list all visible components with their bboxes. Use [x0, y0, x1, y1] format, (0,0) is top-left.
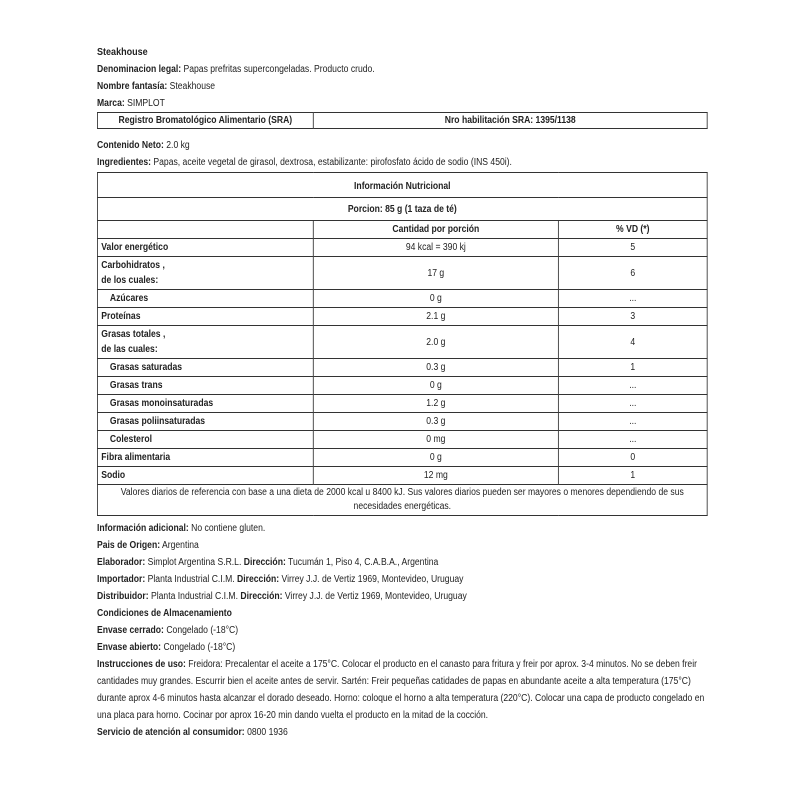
envase-abierto-line: [97, 639, 707, 656]
contenido-value: 2.0 kg: [166, 140, 190, 151]
elaborador-dir-label: Dirección:: [243, 557, 286, 568]
nutrient-name: [97, 449, 313, 467]
nutrition-row: [97, 359, 707, 377]
contenido-line: [97, 137, 707, 154]
nutrient-amount: 0.3 g: [313, 413, 558, 431]
elaborador-line: [97, 554, 707, 571]
nutrient-amount: 0 g: [313, 449, 558, 467]
marca-label: Marca:: [97, 98, 125, 109]
nutrient-amount: 1.2 g: [313, 395, 558, 413]
nutrient-vd: ...: [558, 290, 707, 308]
nutrient-vd: ...: [558, 431, 707, 449]
nutrient-name: [97, 326, 313, 359]
nutrient-vd: 1: [558, 359, 707, 377]
nutrient-vd: 5: [558, 239, 707, 257]
condiciones-heading: Condiciones de Almacenamiento: [97, 608, 232, 619]
instrucciones-label: Instrucciones de uso:: [97, 659, 186, 670]
nutrient-vd: 3: [558, 308, 707, 326]
nutrient-name: [97, 431, 313, 449]
distribuidor-line: [97, 588, 707, 605]
nutrient-name-text: Valor energético: [101, 242, 169, 253]
envase-cerrado-value: Congelado (-18°C): [166, 625, 239, 636]
envase-abierto-label: Envase abierto:: [97, 642, 162, 653]
pais-label: Pais de Origen:: [97, 540, 161, 551]
instrucciones-paragraph: [97, 656, 707, 724]
importador-label: Importador:: [97, 574, 146, 585]
distribuidor-dir-label: Dirección:: [240, 591, 283, 602]
nutrient-name-text: Sodio: [101, 470, 126, 481]
sra-registro: Registro Bromatológico Alimentario (SRA): [97, 113, 313, 129]
nutrient-vd: ...: [558, 413, 707, 431]
nutrient-amount: 2.0 g: [313, 326, 558, 359]
nutrient-amount: 94 kcal = 390 kj: [313, 239, 558, 257]
nutrient-name: [97, 308, 313, 326]
marca-value: SIMPLOT: [127, 98, 165, 109]
nutrient-name-text: Colesterol: [109, 434, 152, 445]
nutrient-name-text: Carbohidratos ,: [101, 260, 165, 271]
header-empty: [97, 221, 313, 239]
nutrition-row: [97, 326, 707, 359]
envase-cerrado-label: Envase cerrado:: [97, 625, 164, 636]
info-adicional-value: No contiene gluten.: [191, 523, 266, 534]
denominacion-label: Denominacion legal:: [97, 64, 182, 75]
nutrient-name: [97, 239, 313, 257]
nutrient-vd: 6: [558, 257, 707, 290]
nutrient-name: [97, 467, 313, 485]
nutrient-name: [97, 290, 313, 308]
nutrient-name-text: Grasas saturadas: [109, 362, 183, 373]
nutrient-amount: 0.3 g: [313, 359, 558, 377]
info-adicional-line: [97, 520, 707, 537]
nutrition-title: Información Nutricional: [97, 173, 707, 198]
nutrient-name-text: Fibra alimentaria: [101, 452, 171, 463]
denominacion-line: [97, 61, 707, 78]
elaborador-value: Simplot Argentina S.R.L.: [147, 557, 242, 568]
elaborador-dir-value: Tucumán 1, Piso 4, C.A.B.A., Argentina: [288, 557, 439, 568]
nutrient-name-text: Grasas poliinsaturadas: [109, 416, 206, 427]
nutrition-row: [97, 449, 707, 467]
nutrient-name-text: Azúcares: [109, 293, 149, 304]
nutrient-amount: 0 g: [313, 290, 558, 308]
nutrient-name-text: Grasas trans: [109, 380, 163, 391]
pais-value: Argentina: [162, 540, 199, 551]
nutrient-amount: 0 mg: [313, 431, 558, 449]
nutrient-amount: 0 g: [313, 377, 558, 395]
nutrition-row: [97, 257, 707, 290]
ingredientes-label: Ingredientes:: [97, 157, 152, 168]
nutrition-row: [97, 239, 707, 257]
nutrient-name: [97, 395, 313, 413]
nutrition-table: [97, 172, 708, 516]
nutrient-amount: 17 g: [313, 257, 558, 290]
nombre-fantasia-value: Steakhouse: [169, 81, 216, 92]
nutrient-name-text: Proteínas: [101, 311, 141, 322]
product-title: Steakhouse: [97, 46, 148, 58]
nutrient-name-text: Grasas totales ,: [101, 329, 166, 340]
header-vd: % VD (*): [558, 221, 707, 239]
sra-habilitacion: Nro habilitación SRA: 1395/1138: [313, 113, 707, 129]
nutrition-portion: Porcion: 85 g (1 taza de té): [97, 198, 707, 221]
product-label-document: [97, 44, 707, 741]
envase-abierto-value: Congelado (-18°C): [163, 642, 236, 653]
servicio-line: [97, 724, 707, 741]
distribuidor-label: Distribuidor:: [97, 591, 149, 602]
ingredientes-line: [97, 154, 707, 171]
marca-line: [97, 95, 707, 112]
nutrient-vd: ...: [558, 395, 707, 413]
ingredientes-value: Papas, aceite vegetal de girasol, dextrosa, estabilizante: pirofosfato ácido de sodio (INS 450i).: [153, 157, 512, 168]
nutrition-row: [97, 413, 707, 431]
sra-table: [97, 112, 708, 129]
nutrient-vd: 4: [558, 326, 707, 359]
nutrient-name-text: Grasas monoinsaturadas: [109, 398, 214, 409]
nutrient-name: [97, 257, 313, 290]
nutrition-row: [97, 290, 707, 308]
nombre-fantasia-line: [97, 78, 707, 95]
nutrient-vd: 0: [558, 449, 707, 467]
contenido-label: Contenido Neto:: [97, 140, 164, 151]
elaborador-label: Elaborador:: [97, 557, 146, 568]
instrucciones-value: Freidora: Precalentar el aceite a 175°C. Colocar el producto en el canasto para fritura y freir por aprox. 3-4 minutos. No se deben freir cantidades muy grandes. Escurrir bien el aceite antes de servir. Sartén: Freir pequeñas catidades de papas en abundante aceite a alta temperatura (175°C) durante aprox 4-6 minutos hasta alcanzar el dorado deseado. Horno: coloque el horno a alta temperatura (220°C). Colocar una capa de producto congelado en una placa para horno. Cocinar por aprox 16-20 min dando vuelta el producto en la mitad de la cocción.: [97, 659, 705, 721]
importador-line: [97, 571, 707, 588]
nutrition-row: [97, 377, 707, 395]
nutrient-vd: 1: [558, 467, 707, 485]
nutrition-row: [97, 395, 707, 413]
nutrient-name: [97, 377, 313, 395]
distribuidor-value: Planta Industrial C.I.M.: [150, 591, 238, 602]
servicio-label: Servicio de atención al consumidor:: [97, 727, 245, 738]
nutrient-name: [97, 359, 313, 377]
nutrition-row: [97, 467, 707, 485]
nombre-fantasia-label: Nombre fantasía:: [97, 81, 168, 92]
distribuidor-dir-value: Virrey J.J. de Vertiz 1969, Montevideo, Uruguay: [284, 591, 467, 602]
importador-dir-label: Dirección:: [237, 574, 280, 585]
nutrient-subtext: de las cuales:: [101, 344, 158, 355]
nutrition-footnote: Valores diarios de referencia con base a una dieta de 2000 kcal u 8400 kJ. Sus valores diarios pueden ser mayores o menores dependiendo de sus necesidades energéticas.: [97, 485, 707, 516]
header-amount: Cantidad por porción: [313, 221, 558, 239]
envase-cerrado-line: [97, 622, 707, 639]
nutrient-vd: ...: [558, 377, 707, 395]
servicio-value: 0800 1936: [247, 727, 288, 738]
nutrition-row: [97, 431, 707, 449]
nutrient-amount: 2.1 g: [313, 308, 558, 326]
nutrient-name: [97, 413, 313, 431]
importador-value: Planta Industrial C.I.M.: [147, 574, 235, 585]
info-adicional-label: Información adicional:: [97, 523, 189, 534]
denominacion-value: Papas prefritas supercongeladas. Producto crudo.: [183, 64, 375, 75]
pais-line: [97, 537, 707, 554]
importador-dir-value: Virrey J.J. de Vertiz 1969, Montevideo, Uruguay: [281, 574, 464, 585]
nutrition-row: [97, 308, 707, 326]
nutrient-amount: 12 mg: [313, 467, 558, 485]
nutrient-subtext: de los cuales:: [101, 275, 159, 286]
